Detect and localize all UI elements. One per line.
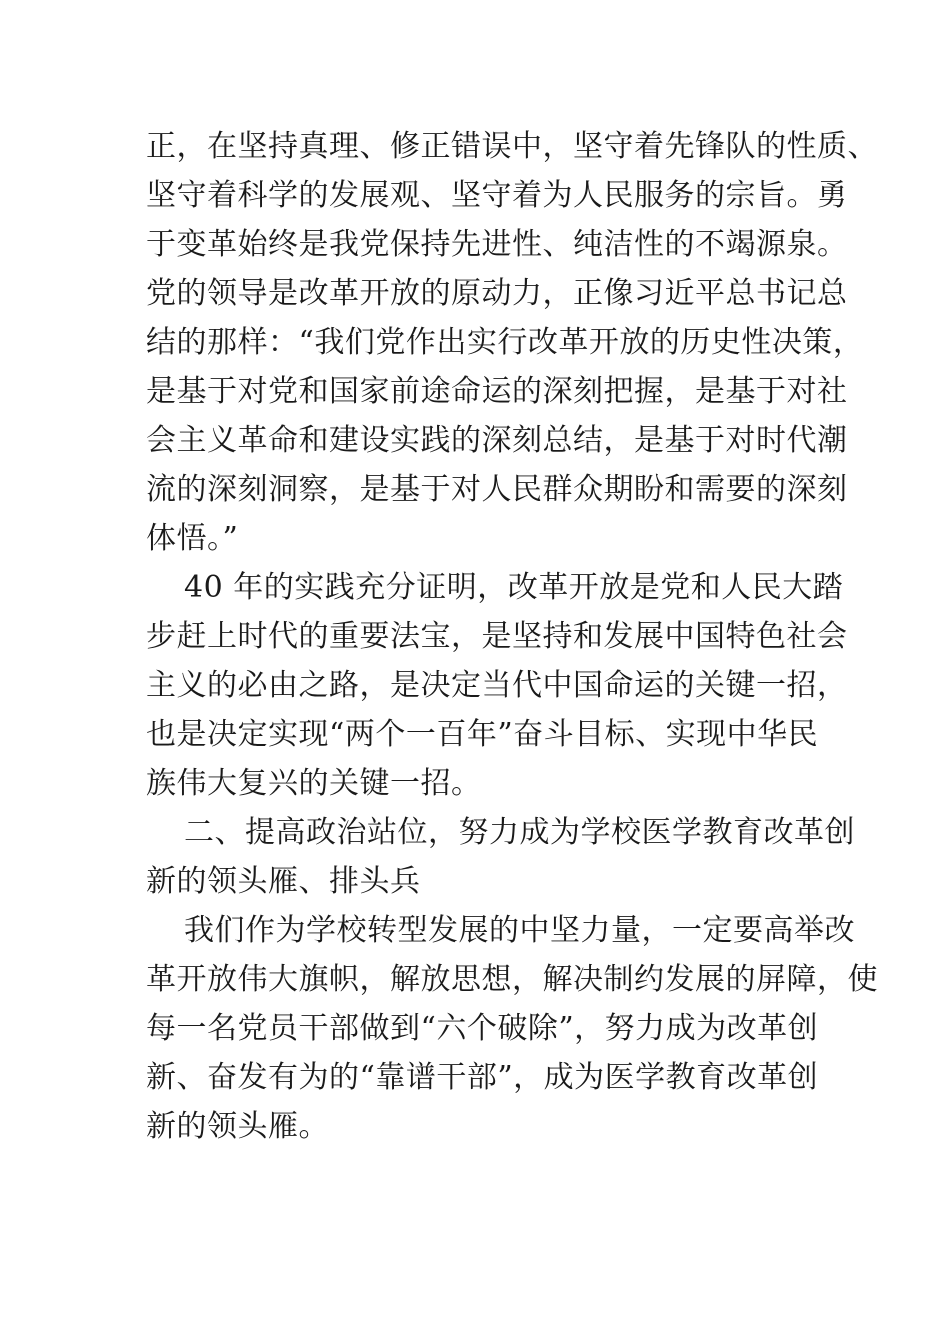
text-line: 正，在坚持真理、修正错误中，坚守着先锋队的性质、 [146, 129, 878, 164]
text-line: 会主义革命和建设实践的深刻总结，是基于对时代潮 [146, 423, 848, 458]
text-line: 二、提高政治站位，努力成为学校医学教育改革创 [184, 815, 855, 850]
text-line: 40 年的实践充分证明，改革开放是党和人民大踏 [184, 570, 844, 605]
text-line: 党的领导是改革开放的原动力，正像习近平总书记总 [146, 276, 848, 311]
text-line: 步赶上时代的重要法宝，是坚持和发展中国特色社会 [146, 619, 848, 654]
text-line: 流的深刻洞察，是基于对人民群众期盼和需要的深刻 [146, 472, 848, 507]
text-line: 体悟。” [146, 521, 239, 556]
text-line: 结的那样：“我们党作出实行改革开放的历史性决策， [146, 325, 864, 360]
text-line: 于变革始终是我党保持先进性、纯洁性的不竭源泉。 [146, 227, 848, 262]
section-heading-2 [146, 808, 855, 906]
paragraph-2 [146, 563, 848, 808]
text-line: 新的领头雁、排头兵 [146, 864, 421, 899]
text-line: 族伟大复兴的关键一招。 [146, 766, 482, 801]
text-line: 革开放伟大旗帜，解放思想，解决制约发展的屏障，使 [146, 962, 878, 997]
text-line: 新、奋发有为的“靠谱干部”，成为医学教育改革创 [146, 1060, 819, 1095]
text-line: 也是决定实现“两个一百年”奋斗目标、实现中华民 [146, 717, 819, 752]
text-line: 是基于对党和国家前途命运的深刻把握，是基于对社 [146, 374, 848, 409]
text-line: 我们作为学校转型发展的中坚力量，一定要高举改 [184, 913, 855, 948]
text-line: 主义的必由之路，是决定当代中国命运的关键一招， [146, 668, 848, 703]
body-text [146, 122, 878, 1151]
paragraph-1 [146, 122, 878, 563]
text-line: 坚守着科学的发展观、坚守着为人民服务的宗旨。勇 [146, 178, 848, 213]
text-line: 新的领头雁。 [146, 1109, 329, 1144]
paragraph-4 [146, 906, 878, 1151]
text-line: 每一名党员干部做到“六个破除”，努力成为改革创 [146, 1011, 819, 1046]
